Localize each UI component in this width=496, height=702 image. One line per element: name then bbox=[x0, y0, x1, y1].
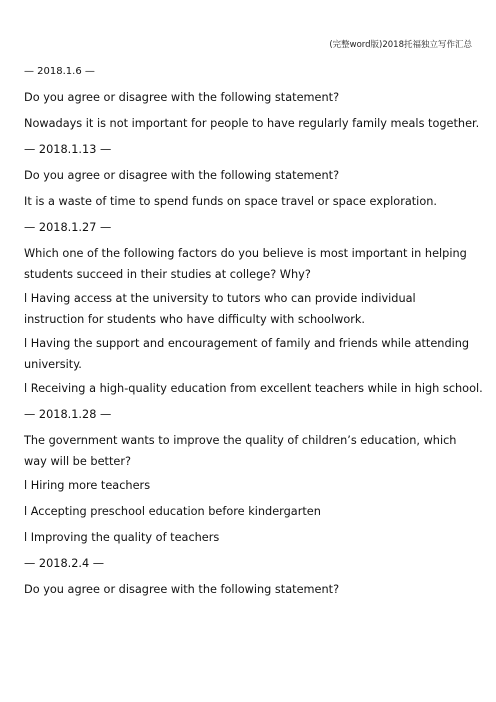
page-header-title: (完整word版)2018托福独立写作汇总 bbox=[329, 40, 472, 50]
option-item: l Having the support and encouragement of family and friends while attending university. bbox=[24, 337, 470, 371]
date-heading: — 2018.1.28 — bbox=[24, 408, 112, 421]
option-item: l Accepting preschool education before kindergarten bbox=[24, 505, 321, 518]
date-heading: — 2018.1.6 — bbox=[24, 66, 95, 77]
option-item: l Having access at the university to tutors who can provide individual instruction for students who have difficulty with schoolwork. bbox=[24, 292, 416, 326]
prompt-statement: Nowadays it is not important for people to have regularly family meals together. bbox=[24, 117, 480, 130]
prompt-statement: It is a waste of time to spend funds on space travel or space exploration. bbox=[24, 195, 437, 208]
prompt-question: Do you agree or disagree with the following statement? bbox=[24, 583, 340, 596]
prompt-question: Do you agree or disagree with the following statement? bbox=[24, 91, 340, 104]
date-heading: — 2018.1.27 — bbox=[24, 221, 112, 234]
document-body bbox=[24, 64, 483, 608]
prompt-question: Do you agree or disagree with the following statement? bbox=[24, 169, 340, 182]
option-item: l Hiring more teachers bbox=[24, 479, 151, 492]
prompt-question: The government wants to improve the quality of children’s education, which way will be better? bbox=[24, 434, 457, 468]
prompt-question: Which one of the following factors do you believe is most important in helping students succeed in their studies at college? Why? bbox=[24, 247, 467, 281]
date-heading: — 2018.2.4 — bbox=[24, 557, 105, 570]
option-item: l Improving the quality of teachers bbox=[24, 531, 220, 544]
option-item: l Receiving a high-quality education from excellent teachers while in high school. bbox=[24, 382, 483, 395]
date-heading: — 2018.1.13 — bbox=[24, 143, 112, 156]
